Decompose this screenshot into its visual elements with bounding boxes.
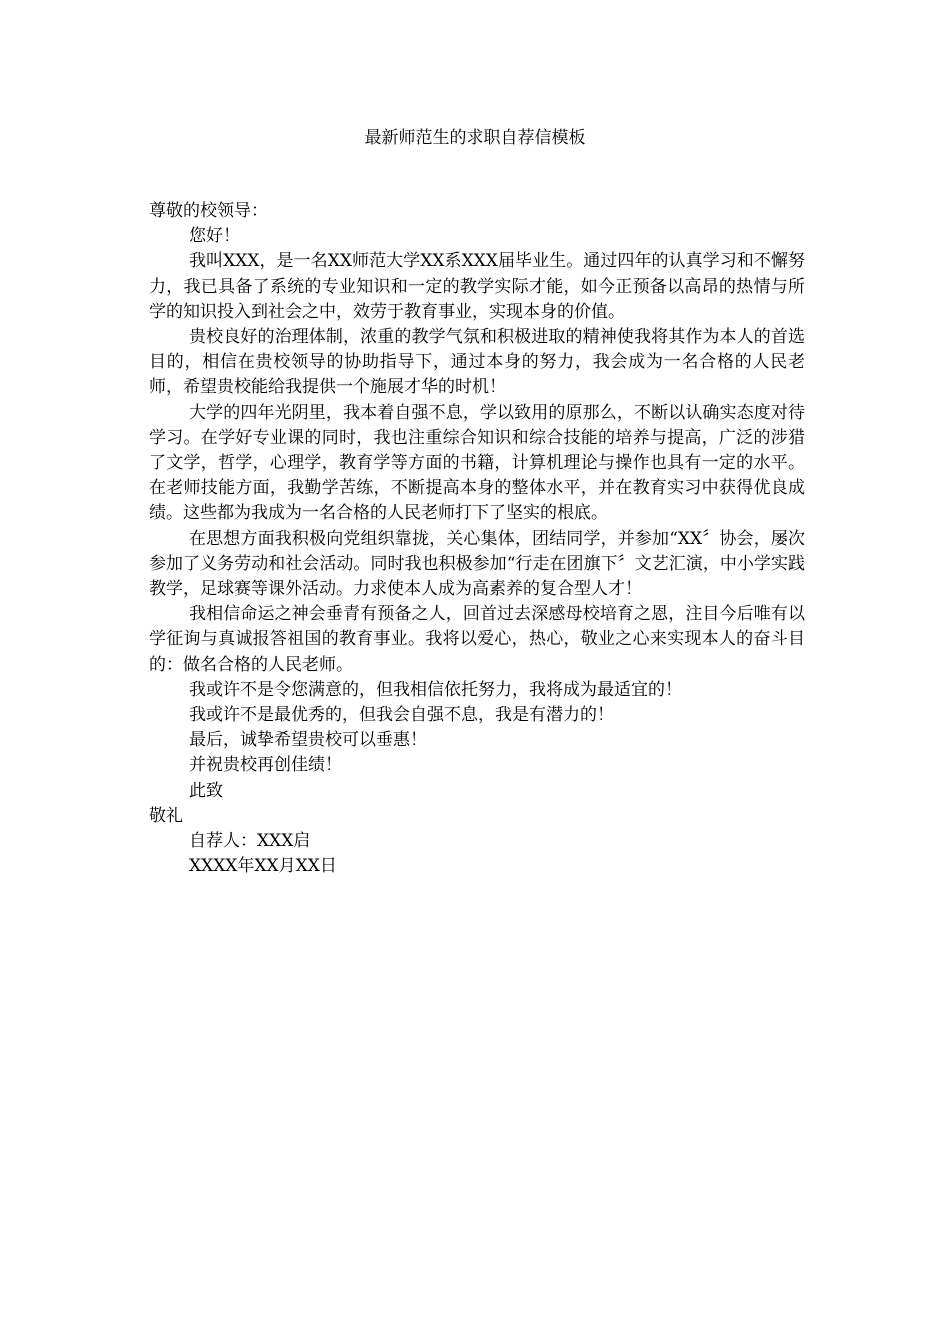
line-potential: 我或许不是最优秀的，但我会自强不息，我是有潜力的！ bbox=[189, 705, 614, 726]
paragraph-study: 大学的四年光阴里，我本着自强不息，学以致用的原那么，不断以认确实态度对待学习。在学好专业课的同时，我也注重综合知识和综合技能的培养与提高，广泛的涉猎了文学，哲学，心理学，教育学等方面的书籍，计算机理论与操作也具有一定的水平。在老师技能方面，我勤学苦练，不断提高本身的整体水平，并在教育实习中获得优良成绩。这些都为我成为一名合格的人民老师打下了坚实的根底。 bbox=[149, 402, 805, 524]
letter-body bbox=[149, 199, 805, 879]
salutation: 尊敬的校领导： bbox=[149, 201, 268, 221]
paragraph-activities: 在思想方面我积极向党组织靠拢，关心集体，团结同学，并参加“XX〞协会，屡次参加了义务劳动和社会活动。同时我也积极参加“行走在团旗下〞文艺汇演，中小学实践教学，足球赛等课外活动。力求使本人成为高素养的复合型人才！ bbox=[149, 528, 805, 600]
line-cizhi: 此致 bbox=[189, 780, 223, 801]
greeting: 您好！ bbox=[189, 226, 240, 247]
closing: 敬礼 bbox=[149, 805, 183, 826]
date: XXXX年XX月XX日 bbox=[189, 856, 337, 877]
line-hope: 最后，诚挚希望贵校可以垂惠！ bbox=[189, 730, 427, 751]
paragraph-intro: 我叫XXX，是一名XX师范大学XX系XXX届毕业生。通过四年的认真学习和不懈努力，我已具备了系统的专业知识和一定的教学实际才能，如今正预备以高昂的热情与所学的知识投入到社会之中，效劳于教育事业，实现本身的价值。 bbox=[149, 251, 805, 322]
paragraph-school: 贵校良好的治理体制，浓重的教学气氛和积极进取的精神使我将其作为本人的首选目的，相信在贵校领导的协助指导下，通过本身的努力，我会成为一名合格的人民老师，希望贵校能给我提供一个施展才华的时机！ bbox=[149, 327, 805, 398]
document-title: 最新师范生的求职自荐信模板 bbox=[364, 128, 586, 148]
line-satisfying: 我或许不是令您满意的，但我相信依托努力，我将成为最适宜的！ bbox=[189, 679, 682, 700]
signer: 自荐人：XXX启 bbox=[189, 831, 311, 852]
line-wish: 并祝贵校再创佳绩！ bbox=[189, 755, 342, 776]
paragraph-aspiration: 我相信命运之神会垂青有预备之人，回首过去深感母校培育之恩，注目今后唯有以学征询与真诚报答祖国的教育事业。我将以爱心，热心，敬业之心来实现本人的奋斗目的：做名合格的人民老师。 bbox=[149, 604, 805, 675]
